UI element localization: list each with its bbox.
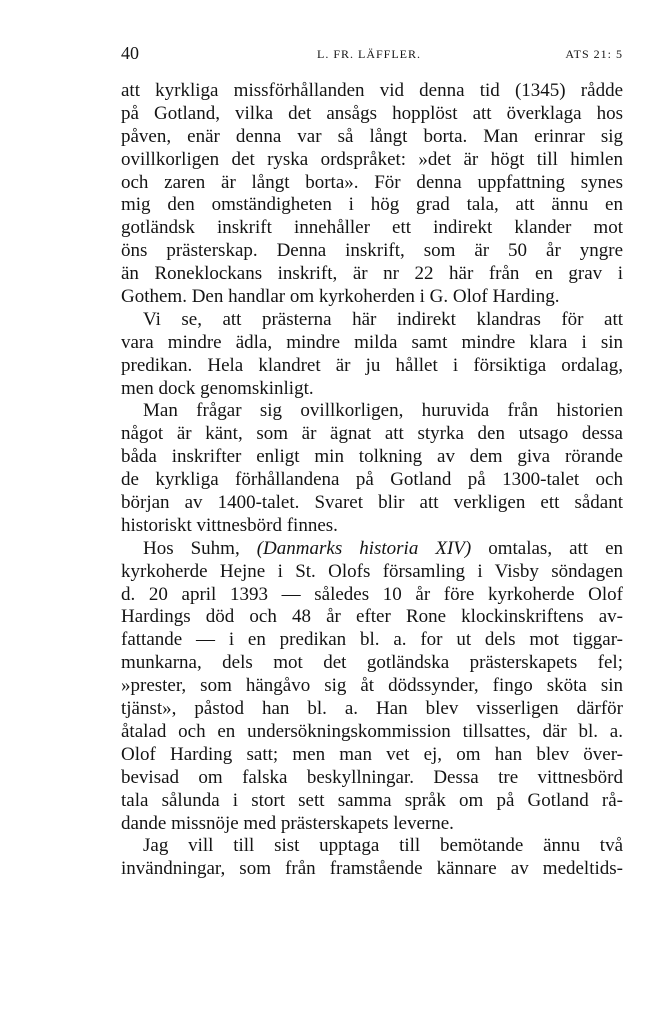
body-text bbox=[121, 80, 623, 881]
journal-reference: ATS 21: 5 bbox=[565, 47, 623, 61]
text-line: att kyrkliga missförhållanden vid denna tid (1345) rådde bbox=[121, 80, 623, 101]
text-line: Jag vill till sist upptaga till bemötande ännu två bbox=[143, 835, 623, 857]
text-line: Olof Harding satt; men man vet ej, om han blev över- bbox=[121, 743, 623, 765]
text-line: kyrkoherde Hejne i St. Olofs församling i Visby söndagen bbox=[121, 560, 623, 582]
text-line: Vi se, att prästerna här indirekt klandras för att bbox=[143, 308, 623, 330]
text-line: predikan. Hela klandret är ju hållet i försiktiga ordalag, bbox=[121, 354, 623, 376]
text-line: Hardings död och 48 år efter Rone klockinskriftens av- bbox=[121, 606, 623, 628]
text-line: något är känt, som är ägnat att styrka den utsago dessa bbox=[121, 423, 623, 445]
text-line: början av 1400-talet. Svaret blir att verkligen ett sådant bbox=[121, 492, 623, 514]
text-line: mig den omständigheten i hög grad tala, att ännu en bbox=[121, 194, 623, 216]
text-line: »prester, som hängåvo sig åt dödssynder, fingo sköta sin bbox=[121, 675, 623, 697]
text-line: båda inskrifter enligt min tolkning av dem giva rörande bbox=[121, 446, 623, 468]
text-line: vara mindre ädla, mindre milda samt mindre klara i sin bbox=[121, 331, 623, 353]
text-line: gotländsk inskrift innehåller ett indirekt klander mot bbox=[121, 217, 623, 239]
page-header bbox=[121, 43, 623, 67]
text-line: ovillkorligen det ryska ordspråket: »det är högt till himlen bbox=[121, 148, 623, 170]
text-line: bevisad om falska beskyllningar. Dessa tre vittnesbörd bbox=[121, 766, 623, 788]
text-line: på Gotland, vilka det ansågs hopplöst att överklaga hos bbox=[121, 102, 623, 124]
text-line: öns prästerskap. Denna inskrift, som är 50 år yngre bbox=[121, 240, 623, 262]
text-line: tjänst», påstod han bl. a. Han blev visserligen därför bbox=[121, 698, 623, 720]
text-line: fattande — i en predikan bl. a. for ut dels mot tiggar- bbox=[121, 629, 623, 651]
text-segment: Hos Suhm, bbox=[143, 537, 257, 559]
text-line: tala sålunda i stort sett samma språk om på Gotland rå- bbox=[121, 789, 623, 811]
page-number: 40 bbox=[121, 43, 139, 63]
text-line: de kyrkliga förhållandena på Gotland på 1300-talet och bbox=[121, 469, 623, 491]
text-line: d. 20 april 1393 — således 10 år före kyrkoherde Olof bbox=[121, 583, 623, 605]
italic-citation: (Danmarks historia XIV) bbox=[256, 537, 472, 559]
text-line: än Roneklockans inskrift, är nr 22 här från en grav i bbox=[121, 263, 623, 285]
text-segment: omtalas, att en bbox=[471, 537, 623, 559]
text-line: påven, enär denna var så långt borta. Man erinrar sig bbox=[121, 125, 623, 147]
text-line: dande missnöje med prästerskapets leverne. bbox=[121, 812, 454, 834]
text-line: munkarna, dels mot det gotländska prästerskapets fel; bbox=[121, 652, 623, 674]
text-line: historiskt vittnesbörd finnes. bbox=[121, 514, 338, 536]
text-line: och zaren är långt borta». För denna uppfattning synes bbox=[121, 171, 623, 193]
running-title: L. FR. LÄFFLER. bbox=[317, 47, 422, 61]
text-line: Gothem. Den handlar om kyrkoherden i G. Olof Harding. bbox=[121, 286, 560, 308]
text-line: men dock genomskinligt. bbox=[121, 377, 314, 399]
text-line: Man frågar sig ovillkorligen, huruvida från historien bbox=[143, 400, 623, 422]
text-line: invändningar, som från framstående kännare av medeltids- bbox=[121, 858, 623, 880]
text-line: åtalad och en undersökningskommission tillsattes, där bl. a. bbox=[121, 720, 623, 742]
text-line bbox=[121, 538, 623, 561]
